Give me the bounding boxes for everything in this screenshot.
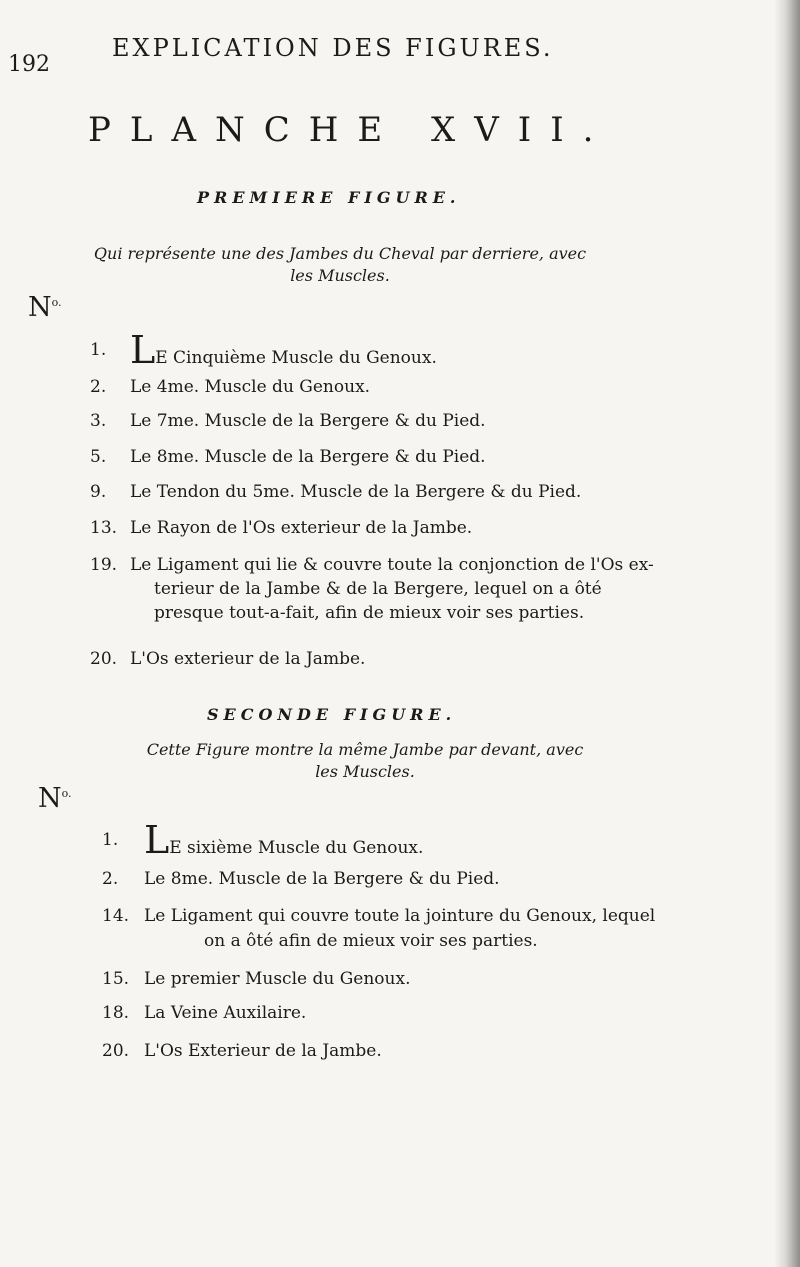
entry-number: 9. [90,482,107,502]
figure1-entry [90,553,690,633]
entry-number: 1. [102,830,119,850]
entry-text: E Cinquième Muscle du Genoux. [155,348,437,368]
entry-number: 2. [102,869,119,889]
entry-number: 13. [90,518,118,538]
figure2-caption [100,739,630,783]
entry-dropcap: L [130,328,156,372]
figure1-entry [90,328,610,372]
entry-text: Le Ligament qui lie & couvre toute la conjonction de l'Os ex- [130,555,654,575]
figure1-caption-line2: les Muscles. [290,266,390,285]
entry-number: 5. [90,447,107,467]
entry-text: Le Tendon du 5me. Muscle de la Bergere & du Pied. [130,482,582,502]
figure1-entry [90,516,650,541]
figure1-heading: PREMIERE FIGURE. [197,188,461,207]
figure2-caption-line1: Cette Figure montre la même Jambe par devant, avec [146,740,584,759]
figure1-number-label [28,292,62,323]
entry-text: La Veine Auxilaire. [144,1003,307,1023]
figure2-number-label-n: N [38,783,62,814]
figure1-entry [90,409,610,434]
entry-number: 15. [102,969,130,989]
figure2-caption-line2: les Muscles. [315,762,415,781]
figure2-number-label [38,783,72,814]
entry-dropcap: L [144,818,170,862]
entry-text: Le 8me. Muscle de la Bergere & du Pied. [144,869,500,889]
figure1-entry [90,480,650,505]
figure2-entry [102,967,622,992]
figure1-entry [90,375,610,400]
entry-text: Le Rayon de l'Os exterieur de la Jambe. [130,518,473,538]
plate-title: PLANCHE XVII. [88,110,613,150]
figure1-number-label-sup: o. [51,296,62,309]
entry-number: 14. [102,906,130,926]
figure1-entry [90,647,610,672]
figure2-entry [102,818,622,862]
entry-text: Le premier Muscle du Genoux. [144,969,411,989]
entry-number: 18. [102,1003,130,1023]
figure1-number-label-n: N [28,292,52,323]
entry-number: 3. [90,411,107,431]
page-gutter-shadow [774,0,800,1267]
entry-number: 2. [90,377,107,397]
entry-number: 19. [90,555,118,575]
entry-text: Le 4me. Muscle du Genoux. [130,377,371,397]
figure2-number-label-sup: o. [61,787,72,800]
entry-text: E sixième Muscle du Genoux. [169,838,424,858]
page-number: 192 [8,52,50,77]
entry-text: Le 7me. Muscle de la Bergere & du Pied. [130,411,486,431]
figure1-entry [90,445,610,470]
figure2-entry [102,904,712,956]
figure2-entry [102,1039,622,1064]
running-head: EXPLICATION DES FIGURES. [112,34,554,62]
entry-text: Le Ligament qui couvre toute la jointure du Genoux, lequel [144,906,656,926]
figure1-caption [70,243,610,287]
figure2-heading: SECONDE FIGURE. [207,705,457,724]
figure2-entry [102,867,622,892]
entry-text-continued: presque tout-a-fait, afin de mieux voir ses parties. [154,603,585,623]
entry-text: L'Os Exterieur de la Jambe. [144,1041,382,1061]
entry-text-continued: terieur de la Jambe & de la Bergere, lequel on a ôté [154,579,602,599]
entry-text: Le 8me. Muscle de la Bergere & du Pied. [130,447,486,467]
entry-number: 20. [102,1041,130,1061]
entry-text: L'Os exterieur de la Jambe. [130,649,366,669]
entry-number: 1. [90,340,107,360]
entry-text-continued: on a ôté afin de mieux voir ses parties. [204,931,538,951]
figure1-caption-line1: Qui représente une des Jambes du Cheval par derriere, avec [93,244,587,263]
entry-number: 20. [90,649,118,669]
figure2-entry [102,1001,622,1026]
